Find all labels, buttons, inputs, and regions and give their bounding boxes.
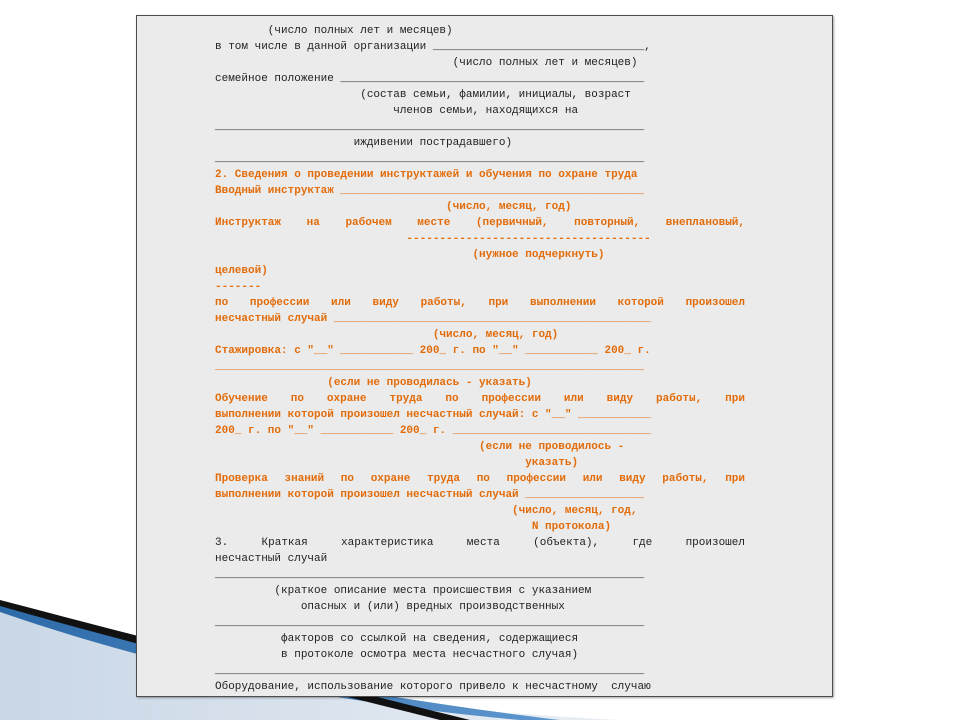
document-line: N протокола) <box>215 521 612 533</box>
document-line: _________________________________________________________________ <box>215 121 645 133</box>
document-text <box>215 23 745 695</box>
document-line: Инструктаж на рабочем месте (первичный, повторный, внеплановый, <box>215 217 745 229</box>
document-line: указать) <box>215 457 579 469</box>
document-line: Обучение по охране труда по профессии или виду работы, при <box>215 393 745 405</box>
document-line: (число, месяц, год) <box>215 329 559 341</box>
document-line: Вводный инструктаж ______________________________________________ <box>215 185 645 197</box>
document-line: _________________________________________________________________ <box>215 617 645 629</box>
document-line: в протоколе осмотра места несчастного случая) <box>215 649 579 661</box>
document-line: Проверка знаний по охране труда по профессии или виду работы, при <box>215 473 745 485</box>
document-line: (число полных лет и месяцев) <box>215 57 638 69</box>
document-line: (число, месяц, год) <box>215 201 572 213</box>
document-line: (состав семьи, фамилии, инициалы, возраст <box>215 89 631 101</box>
document-line: Оборудование, использование которого привело к несчастному случаю <box>215 681 651 693</box>
document-line: членов семьи, находящихся на <box>215 105 579 117</box>
document-line: иждивении пострадавшего) <box>215 137 513 149</box>
document-line: _________________________________________________________________ <box>215 569 645 581</box>
document-line: в том числе в данной организации ________________________________, <box>215 41 651 53</box>
document-line: (если не проводилась - указать) <box>215 377 532 389</box>
document-line: опасных и (или) вредных производственных <box>215 601 565 613</box>
document-line: 200_ г. по "__" ___________ 200_ г. ______________________________ <box>215 425 651 437</box>
document-line: _________________________________________________________________ <box>215 665 645 677</box>
document-line: несчастный случай ________________________________________________ <box>215 313 651 325</box>
document-line: (число, месяц, год, <box>215 505 638 517</box>
document-line: 2. Сведения о проведении инструктажей и обучения по охране труда <box>215 169 638 181</box>
document-line: факторов со ссылкой на сведения, содержащиеся <box>215 633 579 645</box>
document-line: несчастный случай <box>215 553 328 565</box>
document-line: выполнении которой произошел несчастный случай: с "__" ___________ <box>215 409 651 421</box>
document-line: ------------------------------------- <box>215 233 651 245</box>
document-line: _________________________________________________________________ <box>215 153 645 165</box>
document-line: целевой) <box>215 265 268 277</box>
document-line: выполнении которой произошел несчастный случай __________________ <box>215 489 645 501</box>
document-line: (число полных лет и месяцев) <box>215 25 453 37</box>
document-line: Стажировка: с "__" ___________ 200_ г. по "__" ___________ 200_ г. <box>215 345 651 357</box>
document-line: (краткое описание места происшествия с указанием <box>215 585 592 597</box>
document-line: _________________________________________________________________ <box>215 361 645 373</box>
document-line: по профессии или виду работы, при выполнении которой произошел <box>215 297 745 309</box>
document-line: (нужное подчеркнуть) <box>215 249 605 261</box>
document-line: (если не проводилось - <box>215 441 625 453</box>
document-line: семейное положение ______________________________________________ <box>215 73 645 85</box>
document-page <box>136 15 833 697</box>
document-line: ------- <box>215 281 262 293</box>
document-line: 3. Краткая характеристика места (объекта), где произошел <box>215 537 745 549</box>
